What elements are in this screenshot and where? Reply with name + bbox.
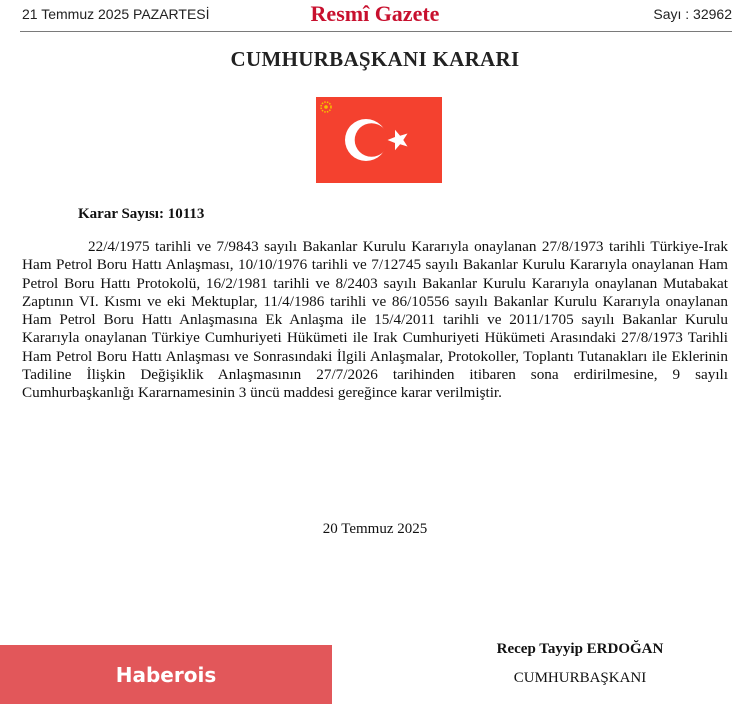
issue-number: Sayı : 32962 bbox=[653, 6, 732, 22]
signer-name: Recep Tayyip ERDOĞAN bbox=[496, 641, 664, 657]
source-watermark-label: Haberois bbox=[115, 662, 217, 687]
decision-number: Karar Sayısı: 10113 bbox=[78, 206, 205, 222]
document-title: CUMHURBAŞKANI KARARI bbox=[230, 47, 520, 71]
source-watermark-badge bbox=[0, 645, 332, 704]
header-divider bbox=[20, 31, 732, 32]
gazette-title: Resmî Gazete bbox=[310, 1, 440, 26]
gazette-header bbox=[0, 0, 750, 32]
signer-title: CUMHURBAŞKANI bbox=[513, 670, 647, 686]
turkish-flag-icon bbox=[316, 97, 442, 183]
decision-body: 22/4/1975 tarihli ve 7/9843 sayılı Bakanlar Kurulu Kararıyla onaylanan 27/8/1973 tarihli Türkiye-Irak Ham Petrol Boru Hattı Anlaşması, 10/10/1976 tarihli ve 7/12745 sayılı Bakanlar Kurulu Kararıyla onaylanan Ham Petrol Boru Hattı Protokolü, 16/2/1981 tarihli ve 8/2403 sayılı Bakanlar Kurulu Kararıyla onaylanan Mutabakat Zaptının VI. Kısmı ve eki Mektuplar, 11/4/1986 tarihli ve 86/10556 sayılı Bakanlar Kurulu Kararıyla onaylanan Ham Petrol Boru Hattı Anlaşmasına Ek Anlaşma ile 15/4/2011 tarihli ve 2011/1705 sayılı Bakanlar Kurulu Kararıyla onaylanan Türkiye Cumhuriyeti Hükümeti ile Irak Cumhuriyeti Hükümeti Arasındaki 27/8/1973 Tarihli Ham Petrol Boru Hattı Anlaşması ve Sonrasındaki İlgili Anlaşmalar, Protokoller, Toplantı Tutanakları ile Eklerinin Tadiline İlişkin Değişiklik Anlaşmasının 27/7/2026 tarihinden itibaren sona erdirilmesine, 9 sayılı Cumhurbaşkanlığı Kararnamesinin 3 üncü maddesi gereğince karar verilmiştir. bbox=[22, 238, 728, 402]
header-date: 21 Temmuz 2025 PAZARTESİ bbox=[22, 6, 210, 22]
decision-date: 20 Temmuz 2025 bbox=[322, 521, 428, 537]
